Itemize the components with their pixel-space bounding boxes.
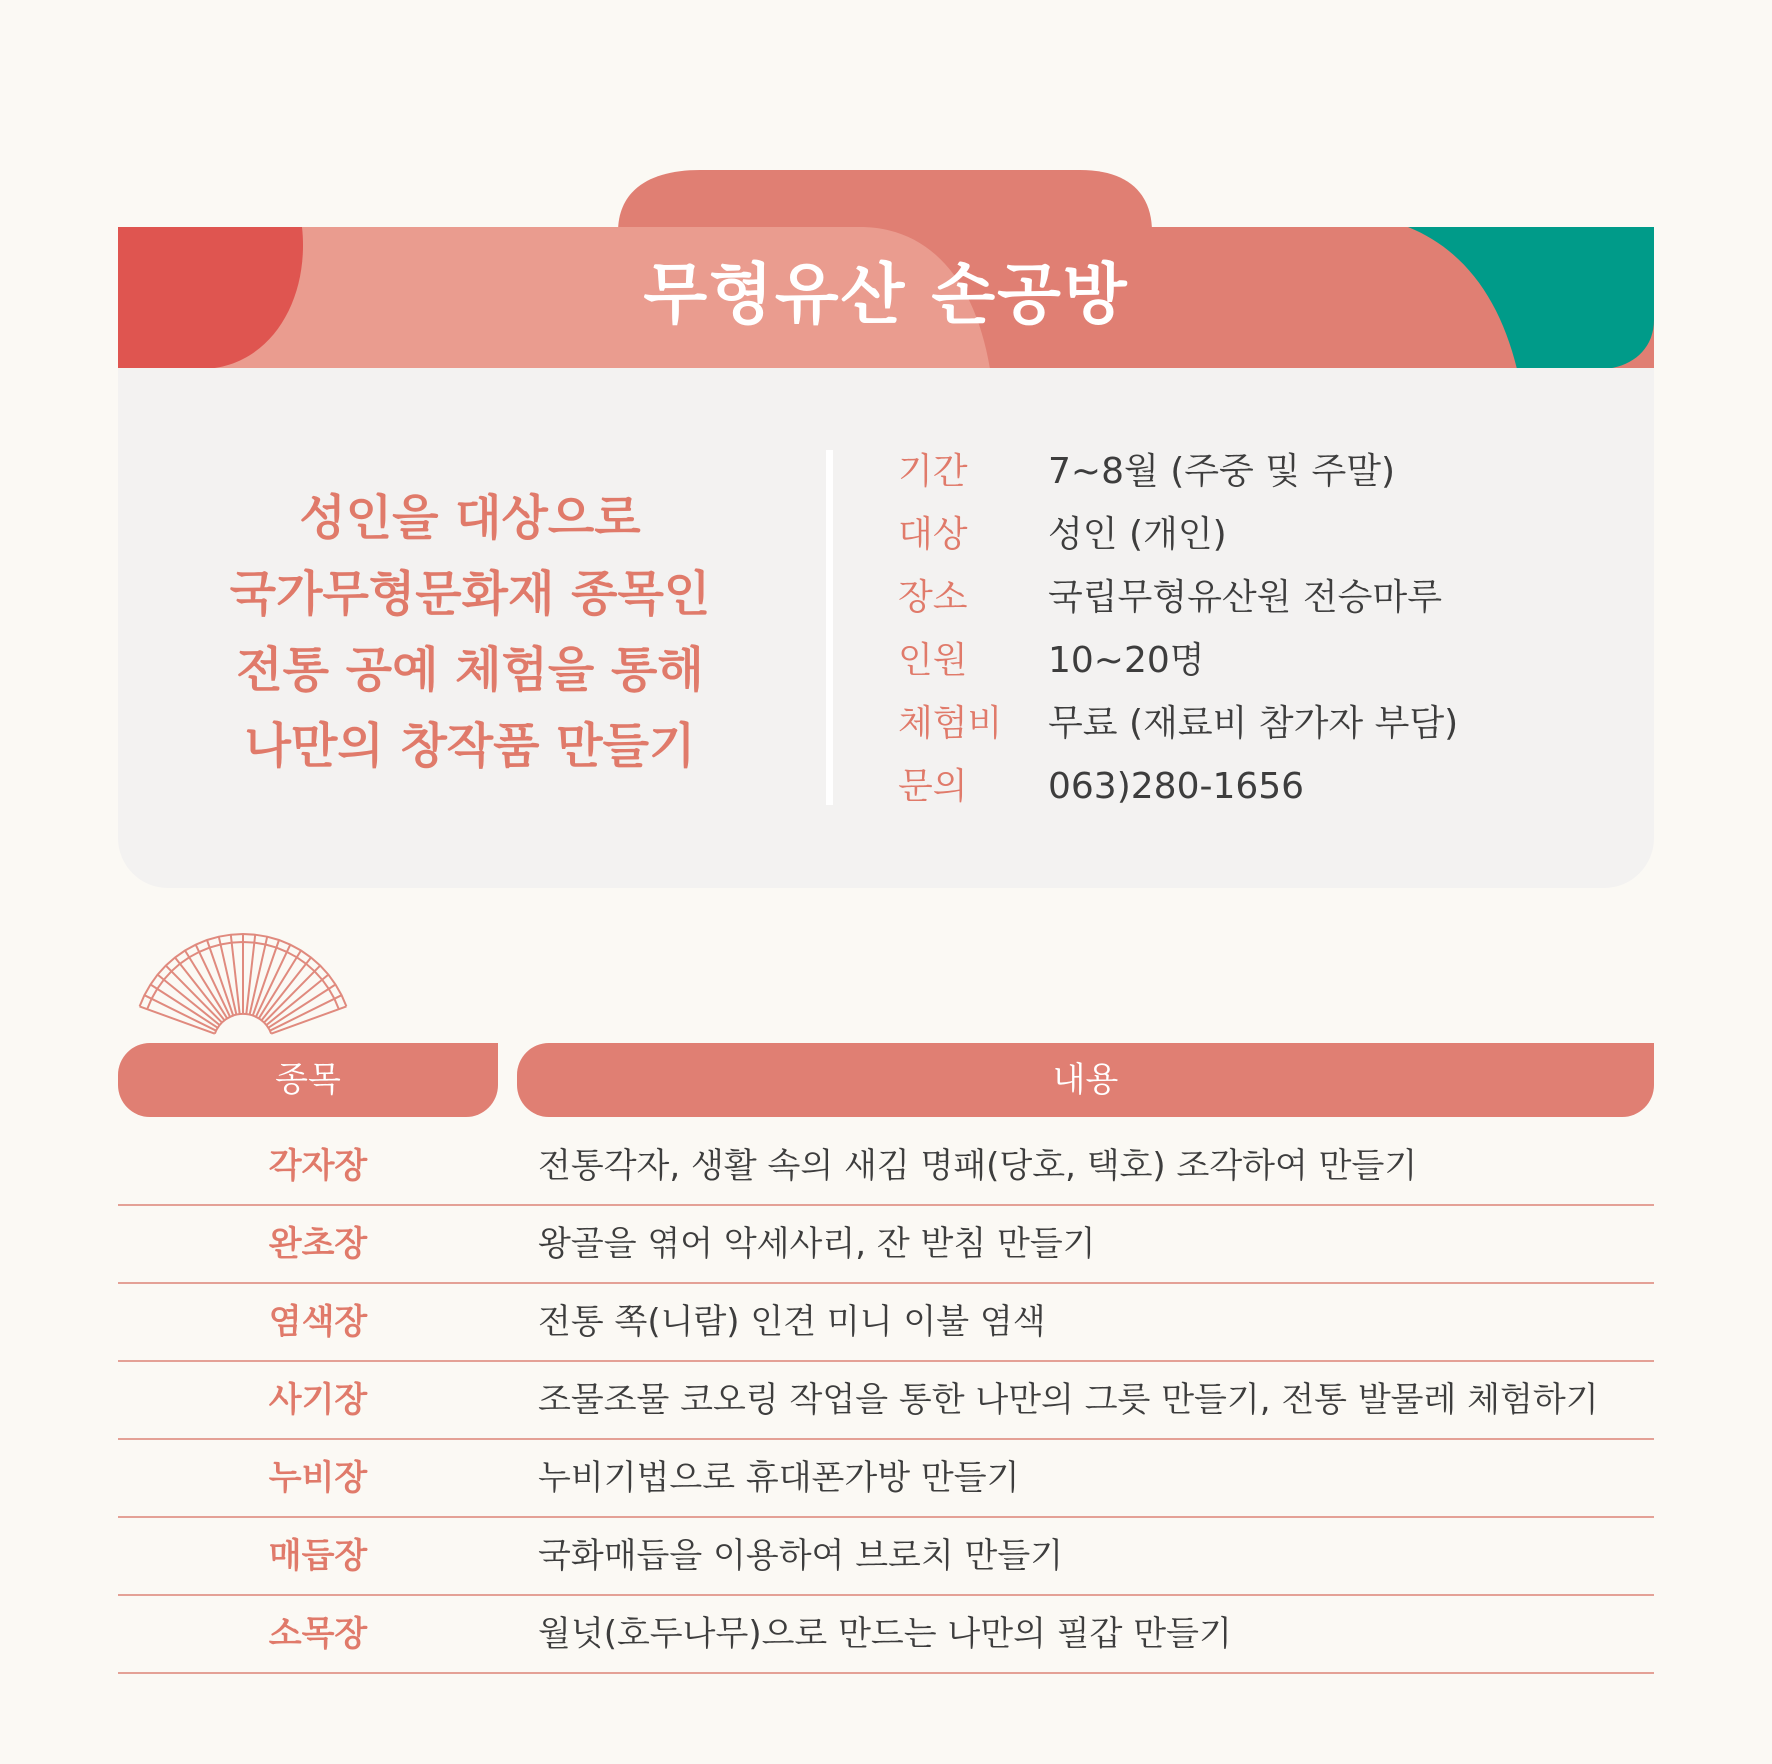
- row-description: 국화매듭을 이용하여 브로치 만들기: [538, 1536, 1064, 1576]
- row-craft-name: 완초장: [268, 1224, 368, 1264]
- intro-text: [160, 480, 780, 784]
- detail-label: 대상: [898, 514, 968, 555]
- detail-value: 무료 (재료비 참가자 부담): [1048, 703, 1459, 744]
- intro-line: 국가무형문화재 종목인: [229, 566, 711, 622]
- intro-line: 성인을 대상으로: [299, 490, 641, 546]
- folding-fan-icon: [128, 928, 358, 1046]
- table-row: [118, 1284, 1654, 1362]
- detail-label: 인원: [898, 640, 968, 681]
- row-description: 조물조물 코오링 작업을 통한 나만의 그릇 만들기, 전통 발물레 체험하기: [538, 1380, 1599, 1420]
- detail-value: 성인 (개인): [1048, 514, 1227, 555]
- table-row: [118, 1596, 1654, 1674]
- row-craft-name: 소목장: [268, 1614, 368, 1654]
- detail-value: 7~8월 (주중 및 주말): [1048, 451, 1396, 492]
- detail-place: [898, 566, 1618, 629]
- table-row: [118, 1128, 1654, 1206]
- row-craft-name: 염색장: [268, 1302, 368, 1342]
- intro-line: 전통 공예 체험을 통해: [236, 642, 704, 698]
- detail-period: [898, 440, 1618, 503]
- row-craft-name: 사기장: [268, 1380, 368, 1420]
- row-craft-name: 각자장: [268, 1146, 368, 1186]
- table-header-content: 내용: [517, 1043, 1654, 1117]
- row-description: 누비기법으로 휴대폰가방 만들기: [538, 1458, 1020, 1498]
- detail-fee: [898, 692, 1618, 755]
- row-description: 왕골을 엮어 악세사리, 잔 받침 만들기: [538, 1224, 1096, 1264]
- detail-label: 장소: [898, 577, 968, 618]
- detail-label: 체험비: [898, 703, 1003, 744]
- detail-value: 063)280-1656: [1048, 766, 1305, 807]
- detail-contact: [898, 755, 1618, 818]
- detail-capacity: [898, 629, 1618, 692]
- row-description: 전통각자, 생활 속의 새김 명패(당호, 택호) 조각하여 만들기: [538, 1146, 1418, 1186]
- table-row: [118, 1362, 1654, 1440]
- detail-value: 국립무형유산원 전승마루: [1048, 577, 1442, 618]
- table-row: [118, 1206, 1654, 1284]
- row-description: 전통 쪽(니람) 인견 미니 이불 염색: [538, 1302, 1046, 1342]
- table-row: [118, 1518, 1654, 1596]
- vertical-divider: [826, 450, 833, 805]
- detail-label: 기간: [898, 451, 968, 492]
- detail-target: [898, 503, 1618, 566]
- intro-line: 나만의 창작품 만들기: [244, 718, 696, 774]
- page-title: 무형유산 손공방: [643, 256, 1129, 333]
- row-craft-name: 누비장: [268, 1458, 368, 1498]
- row-craft-name: 매듭장: [268, 1536, 368, 1576]
- row-description: 월넛(호두나무)으로 만드는 나만의 필갑 만들기: [538, 1614, 1232, 1654]
- details-list: [898, 440, 1618, 818]
- detail-value: 10~20명: [1048, 640, 1205, 681]
- table-header-item: 종목: [118, 1043, 498, 1117]
- program-table: [118, 1128, 1654, 1674]
- detail-label: 문의: [898, 766, 968, 807]
- table-row: [118, 1440, 1654, 1518]
